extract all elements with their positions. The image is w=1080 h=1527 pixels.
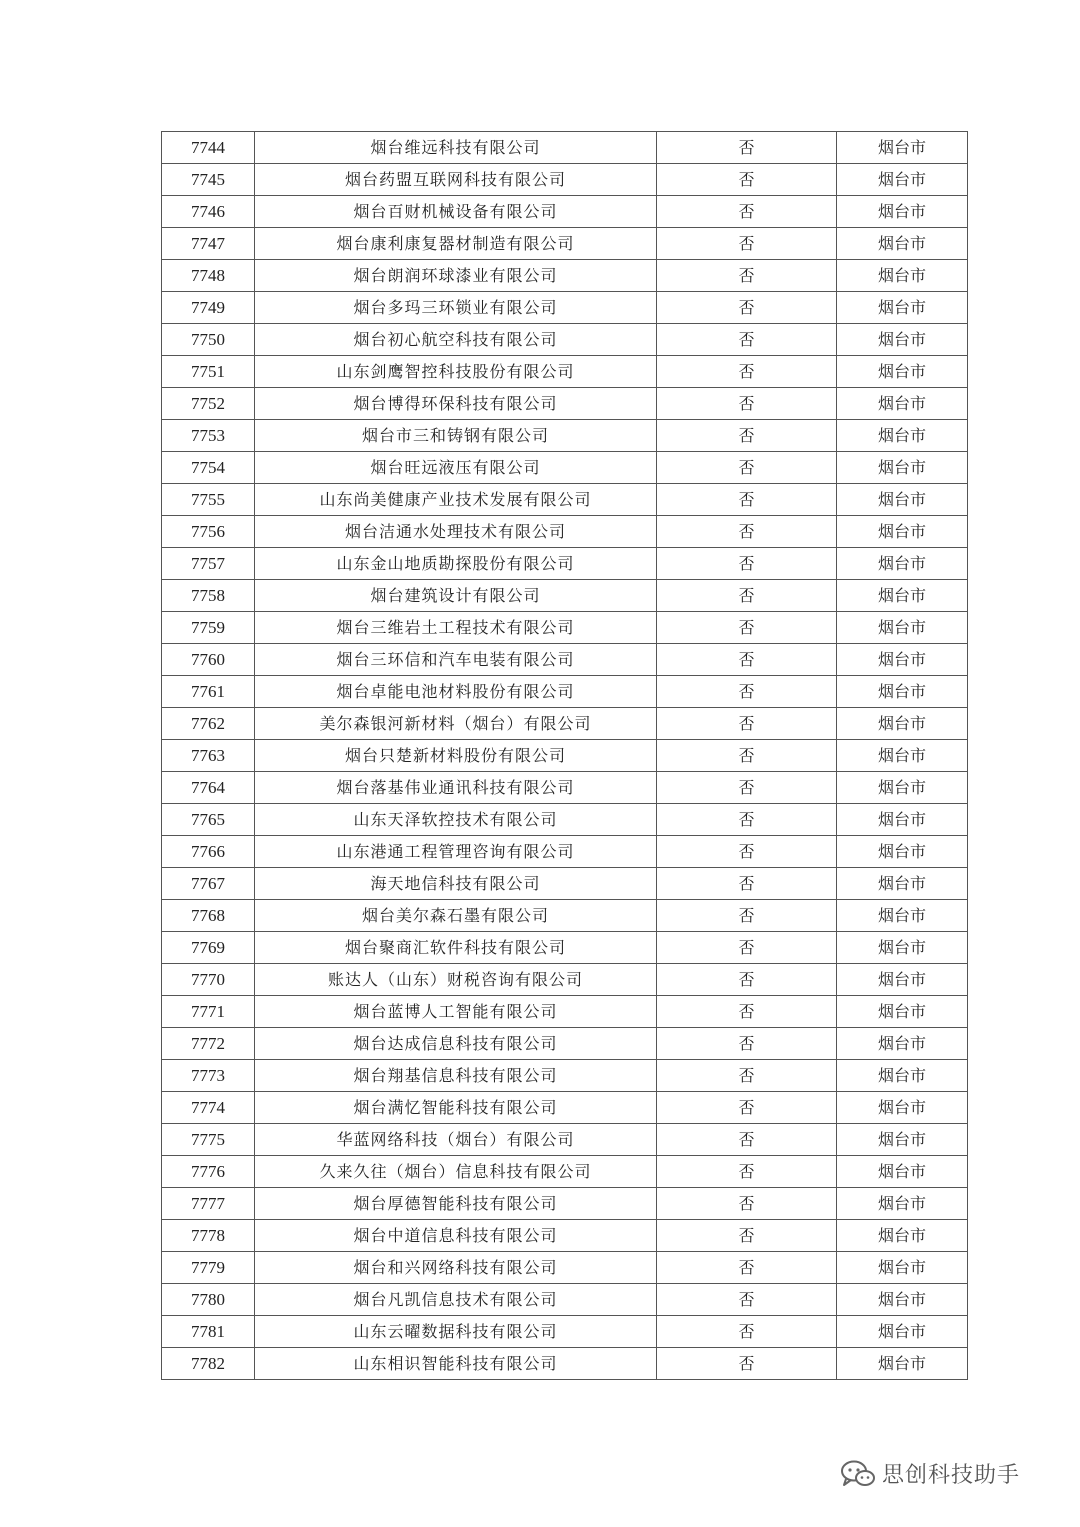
city-name: 烟台市 (837, 900, 968, 932)
flag-value: 否 (657, 1124, 837, 1156)
row-number: 7770 (162, 964, 255, 996)
table-row (162, 1124, 968, 1156)
flag-value: 否 (657, 452, 837, 484)
company-name: 烟台厚德智能科技有限公司 (255, 1188, 657, 1220)
row-number: 7757 (162, 548, 255, 580)
table-row (162, 1156, 968, 1188)
row-number: 7774 (162, 1092, 255, 1124)
flag-value: 否 (657, 484, 837, 516)
city-name: 烟台市 (837, 996, 968, 1028)
watermark-text: 思创科技助手 (882, 1463, 1021, 1488)
city-name: 烟台市 (837, 772, 968, 804)
flag-value: 否 (657, 1348, 837, 1380)
company-name: 山东金山地质勘探股份有限公司 (255, 548, 657, 580)
table-row (162, 484, 968, 516)
city-name: 烟台市 (837, 932, 968, 964)
company-name: 山东港通工程管理咨询有限公司 (255, 836, 657, 868)
city-name: 烟台市 (837, 612, 968, 644)
table-row (162, 420, 968, 452)
company-name: 烟台市三和铸钢有限公司 (255, 420, 657, 452)
company-name: 烟台聚商汇软件科技有限公司 (255, 932, 657, 964)
flag-value: 否 (657, 228, 837, 260)
company-name: 烟台维远科技有限公司 (255, 132, 657, 164)
company-name: 山东天泽软控技术有限公司 (255, 804, 657, 836)
table-row (162, 1348, 968, 1380)
flag-value: 否 (657, 388, 837, 420)
city-name: 烟台市 (837, 804, 968, 836)
company-name: 烟台美尔森石墨有限公司 (255, 900, 657, 932)
flag-value: 否 (657, 516, 837, 548)
row-number: 7772 (162, 1028, 255, 1060)
company-name: 烟台朗润环球漆业有限公司 (255, 260, 657, 292)
company-name: 烟台博得环保科技有限公司 (255, 388, 657, 420)
company-name: 烟台中道信息科技有限公司 (255, 1220, 657, 1252)
row-number: 7749 (162, 292, 255, 324)
row-number: 7744 (162, 132, 255, 164)
company-name: 烟台凡凯信息技术有限公司 (255, 1284, 657, 1316)
flag-value: 否 (657, 772, 837, 804)
company-name: 烟台百财机械设备有限公司 (255, 196, 657, 228)
city-name: 烟台市 (837, 356, 968, 388)
flag-value: 否 (657, 164, 837, 196)
flag-value: 否 (657, 260, 837, 292)
row-number: 7765 (162, 804, 255, 836)
row-number: 7779 (162, 1252, 255, 1284)
city-name: 烟台市 (837, 1092, 968, 1124)
flag-value: 否 (657, 868, 837, 900)
city-name: 烟台市 (837, 388, 968, 420)
table-row (162, 388, 968, 420)
city-name: 烟台市 (837, 484, 968, 516)
row-number: 7745 (162, 164, 255, 196)
table-row (162, 1284, 968, 1316)
city-name: 烟台市 (837, 452, 968, 484)
city-name: 烟台市 (837, 1188, 968, 1220)
company-name: 山东剑鹰智控科技股份有限公司 (255, 356, 657, 388)
flag-value: 否 (657, 1028, 837, 1060)
company-name: 烟台卓能电池材料股份有限公司 (255, 676, 657, 708)
city-name: 烟台市 (837, 1252, 968, 1284)
flag-value: 否 (657, 292, 837, 324)
company-name: 山东云曜数据科技有限公司 (255, 1316, 657, 1348)
row-number: 7763 (162, 740, 255, 772)
table-row (162, 900, 968, 932)
row-number: 7775 (162, 1124, 255, 1156)
flag-value: 否 (657, 932, 837, 964)
city-name: 烟台市 (837, 548, 968, 580)
city-name: 烟台市 (837, 836, 968, 868)
table-row (162, 324, 968, 356)
row-number: 7771 (162, 996, 255, 1028)
row-number: 7766 (162, 836, 255, 868)
table-row (162, 708, 968, 740)
company-name: 烟台只楚新材料股份有限公司 (255, 740, 657, 772)
flag-value: 否 (657, 580, 837, 612)
flag-value: 否 (657, 804, 837, 836)
row-number: 7778 (162, 1220, 255, 1252)
watermark (840, 1458, 1020, 1489)
company-name: 烟台蓝博人工智能有限公司 (255, 996, 657, 1028)
city-name: 烟台市 (837, 644, 968, 676)
table-row (162, 836, 968, 868)
city-name: 烟台市 (837, 740, 968, 772)
row-number: 7753 (162, 420, 255, 452)
wechat-icon (840, 1459, 876, 1489)
table-row (162, 196, 968, 228)
company-name: 烟台多玛三环锁业有限公司 (255, 292, 657, 324)
flag-value: 否 (657, 548, 837, 580)
company-name: 久来久往（烟台）信息科技有限公司 (255, 1156, 657, 1188)
row-number: 7769 (162, 932, 255, 964)
row-number: 7746 (162, 196, 255, 228)
flag-value: 否 (657, 964, 837, 996)
company-name: 山东相识智能科技有限公司 (255, 1348, 657, 1380)
row-number: 7759 (162, 612, 255, 644)
flag-value: 否 (657, 900, 837, 932)
table-row (162, 452, 968, 484)
row-number: 7751 (162, 356, 255, 388)
row-number: 7768 (162, 900, 255, 932)
table-row (162, 804, 968, 836)
city-name: 烟台市 (837, 868, 968, 900)
city-name: 烟台市 (837, 1316, 968, 1348)
row-number: 7760 (162, 644, 255, 676)
city-name: 烟台市 (837, 1124, 968, 1156)
company-name: 烟台初心航空科技有限公司 (255, 324, 657, 356)
company-name: 烟台旺远液压有限公司 (255, 452, 657, 484)
table-row (162, 292, 968, 324)
city-name: 烟台市 (837, 292, 968, 324)
city-name: 烟台市 (837, 1060, 968, 1092)
table-row (162, 964, 968, 996)
table-row (162, 580, 968, 612)
table-row (162, 772, 968, 804)
company-name: 烟台洁通水处理技术有限公司 (255, 516, 657, 548)
city-name: 烟台市 (837, 228, 968, 260)
flag-value: 否 (657, 1060, 837, 1092)
flag-value: 否 (657, 1316, 837, 1348)
row-number: 7776 (162, 1156, 255, 1188)
table-row (162, 868, 968, 900)
city-name: 烟台市 (837, 964, 968, 996)
flag-value: 否 (657, 356, 837, 388)
company-name: 美尔森银河新材料（烟台）有限公司 (255, 708, 657, 740)
table-row (162, 516, 968, 548)
table-row (162, 1316, 968, 1348)
row-number: 7750 (162, 324, 255, 356)
table-row (162, 164, 968, 196)
row-number: 7782 (162, 1348, 255, 1380)
flag-value: 否 (657, 836, 837, 868)
city-name: 烟台市 (837, 132, 968, 164)
city-name: 烟台市 (837, 708, 968, 740)
table-row (162, 1060, 968, 1092)
city-name: 烟台市 (837, 516, 968, 548)
table-row (162, 1188, 968, 1220)
company-name: 烟台落基伟业通讯科技有限公司 (255, 772, 657, 804)
flag-value: 否 (657, 324, 837, 356)
row-number: 7764 (162, 772, 255, 804)
company-name: 烟台翔基信息科技有限公司 (255, 1060, 657, 1092)
city-name: 烟台市 (837, 164, 968, 196)
row-number: 7756 (162, 516, 255, 548)
company-name: 烟台康利康复器材制造有限公司 (255, 228, 657, 260)
table-row (162, 228, 968, 260)
row-number: 7780 (162, 1284, 255, 1316)
row-number: 7747 (162, 228, 255, 260)
city-name: 烟台市 (837, 260, 968, 292)
table-row (162, 932, 968, 964)
flag-value: 否 (657, 740, 837, 772)
company-name: 烟台和兴网络科技有限公司 (255, 1252, 657, 1284)
table-row (162, 356, 968, 388)
table-row (162, 996, 968, 1028)
flag-value: 否 (657, 676, 837, 708)
flag-value: 否 (657, 612, 837, 644)
row-number: 7773 (162, 1060, 255, 1092)
table-row (162, 1092, 968, 1124)
flag-value: 否 (657, 1252, 837, 1284)
flag-value: 否 (657, 708, 837, 740)
flag-value: 否 (657, 1092, 837, 1124)
flag-value: 否 (657, 1188, 837, 1220)
company-name: 烟台达成信息科技有限公司 (255, 1028, 657, 1060)
company-name: 海天地信科技有限公司 (255, 868, 657, 900)
table-row (162, 1220, 968, 1252)
company-name: 山东尚美健康产业技术发展有限公司 (255, 484, 657, 516)
flag-value: 否 (657, 644, 837, 676)
company-name: 华蓝网络科技（烟台）有限公司 (255, 1124, 657, 1156)
row-number: 7748 (162, 260, 255, 292)
company-name: 烟台满忆智能科技有限公司 (255, 1092, 657, 1124)
city-name: 烟台市 (837, 324, 968, 356)
city-name: 烟台市 (837, 1348, 968, 1380)
company-name: 烟台建筑设计有限公司 (255, 580, 657, 612)
row-number: 7754 (162, 452, 255, 484)
company-name: 账达人（山东）财税咨询有限公司 (255, 964, 657, 996)
table-row (162, 1252, 968, 1284)
city-name: 烟台市 (837, 1220, 968, 1252)
city-name: 烟台市 (837, 1284, 968, 1316)
company-name: 烟台三维岩土工程技术有限公司 (255, 612, 657, 644)
row-number: 7752 (162, 388, 255, 420)
row-number: 7767 (162, 868, 255, 900)
table-row (162, 740, 968, 772)
table-row (162, 548, 968, 580)
table-body (162, 132, 968, 1380)
table-row (162, 612, 968, 644)
table-row (162, 1028, 968, 1060)
table-row (162, 676, 968, 708)
row-number: 7761 (162, 676, 255, 708)
row-number: 7755 (162, 484, 255, 516)
row-number: 7758 (162, 580, 255, 612)
city-name: 烟台市 (837, 1156, 968, 1188)
city-name: 烟台市 (837, 1028, 968, 1060)
table-row (162, 260, 968, 292)
city-name: 烟台市 (837, 580, 968, 612)
flag-value: 否 (657, 196, 837, 228)
flag-value: 否 (657, 132, 837, 164)
row-number: 7762 (162, 708, 255, 740)
city-name: 烟台市 (837, 420, 968, 452)
company-name: 烟台三环信和汽车电装有限公司 (255, 644, 657, 676)
flag-value: 否 (657, 996, 837, 1028)
company-name: 烟台药盟互联网科技有限公司 (255, 164, 657, 196)
flag-value: 否 (657, 1284, 837, 1316)
flag-value: 否 (657, 1220, 837, 1252)
flag-value: 否 (657, 1156, 837, 1188)
row-number: 7781 (162, 1316, 255, 1348)
table-row (162, 132, 968, 164)
city-name: 烟台市 (837, 196, 968, 228)
city-name: 烟台市 (837, 676, 968, 708)
flag-value: 否 (657, 420, 837, 452)
company-table (161, 131, 968, 1380)
table-row (162, 644, 968, 676)
row-number: 7777 (162, 1188, 255, 1220)
